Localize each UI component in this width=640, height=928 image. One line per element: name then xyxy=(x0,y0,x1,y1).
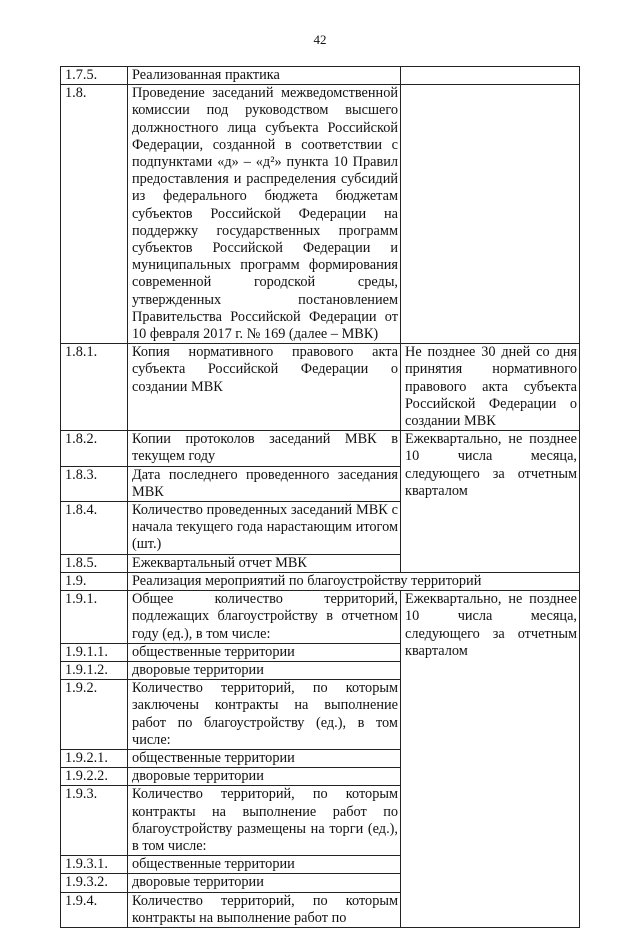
row-number: 1.9.2.2. xyxy=(61,768,128,786)
row-deadline xyxy=(401,85,580,344)
requirements-table xyxy=(60,66,580,928)
row-number: 1.9.2. xyxy=(61,680,128,750)
row-description: Ежеквартальный отчет МВК xyxy=(128,554,401,572)
table-row xyxy=(61,591,580,644)
table-row xyxy=(61,67,580,85)
row-number: 1.8. xyxy=(61,85,128,344)
row-number: 1.9.3.2. xyxy=(61,874,128,892)
row-number: 1.9. xyxy=(61,572,128,590)
row-number: 1.8.3. xyxy=(61,466,128,501)
row-description: Общее количество территорий, подлежащих благоустройству в отчетном году (ед.), в том числе: xyxy=(128,591,401,644)
row-number: 1.9.3.1. xyxy=(61,856,128,874)
row-description: Реализованная практика xyxy=(128,67,401,85)
row-number: 1.8.2. xyxy=(61,431,128,466)
row-description: дворовые территории xyxy=(128,768,401,786)
row-deadline: Не позднее 30 дней со дня принятия нормативного правового акта субъекта Российской Федерации о создании МВК xyxy=(401,344,580,431)
row-description: общественные территории xyxy=(128,643,401,661)
row-description: Количество проведенных заседаний МВК с начала текущего года нарастающим итогом (шт.) xyxy=(128,502,401,555)
row-deadline: Ежеквартально, не позднее 10 числа месяца, следующего за отчетным кварталом xyxy=(401,591,580,928)
row-number: 1.8.4. xyxy=(61,502,128,555)
row-description: дворовые территории xyxy=(128,874,401,892)
row-number: 1.8.1. xyxy=(61,344,128,431)
row-description: Копии протоколов заседаний МВК в текущем году xyxy=(128,431,401,466)
row-description: Количество территорий, по которым контракты на выполнение работ по благоустройству размещены на торги (ед.), в том числе: xyxy=(128,786,401,856)
row-number: 1.9.3. xyxy=(61,786,128,856)
row-description: общественные территории xyxy=(128,749,401,767)
table-row xyxy=(61,572,580,590)
row-description: Количество территорий, по которым заключены контракты на выполнение работ по благоустройству (ед.), в том числе: xyxy=(128,680,401,750)
row-number: 1.8.5. xyxy=(61,554,128,572)
row-description: Проведение заседаний межведомственной комиссии под руководством высшего должностного лица субъекта Российской Федерации, созданной в соответствии с подпунктами «д» – «д²» пункта 10 Правил предоставления и распределения субсидий из федерального бюджета бюджетам субъектов Российской Федерации на поддержку государственных программ субъектов Российской Федерации и муниципальных программ формирования современной городской среды, утвержденных постановлением Правительства Российской Федерации от 10 февраля 2017 г. № 169 (далее – МВК) xyxy=(128,85,401,344)
row-number: 1.9.1.2. xyxy=(61,661,128,679)
row-description: Реализация мероприятий по благоустройству территорий xyxy=(128,572,580,590)
row-number: 1.9.1. xyxy=(61,591,128,644)
row-deadline xyxy=(401,67,580,85)
row-number: 1.9.4. xyxy=(61,892,128,927)
table-row xyxy=(61,344,580,431)
row-number: 1.9.2.1. xyxy=(61,749,128,767)
row-description: Дата последнего проведенного заседания МВК xyxy=(128,466,401,501)
table-row xyxy=(61,431,580,466)
row-description: Количество территорий, по которым контракты на выполнение работ по xyxy=(128,892,401,927)
row-number: 1.9.1.1. xyxy=(61,643,128,661)
row-description: дворовые территории xyxy=(128,661,401,679)
row-number: 1.7.5. xyxy=(61,67,128,85)
page-number: 42 xyxy=(313,32,327,47)
row-deadline: Ежеквартально, не позднее 10 числа месяца, следующего за отчетным кварталом xyxy=(401,431,580,573)
row-description: Копия нормативного правового акта субъекта Российской Федерации о создании МВК xyxy=(128,344,401,431)
table-row xyxy=(61,85,580,344)
row-description: общественные территории xyxy=(128,856,401,874)
